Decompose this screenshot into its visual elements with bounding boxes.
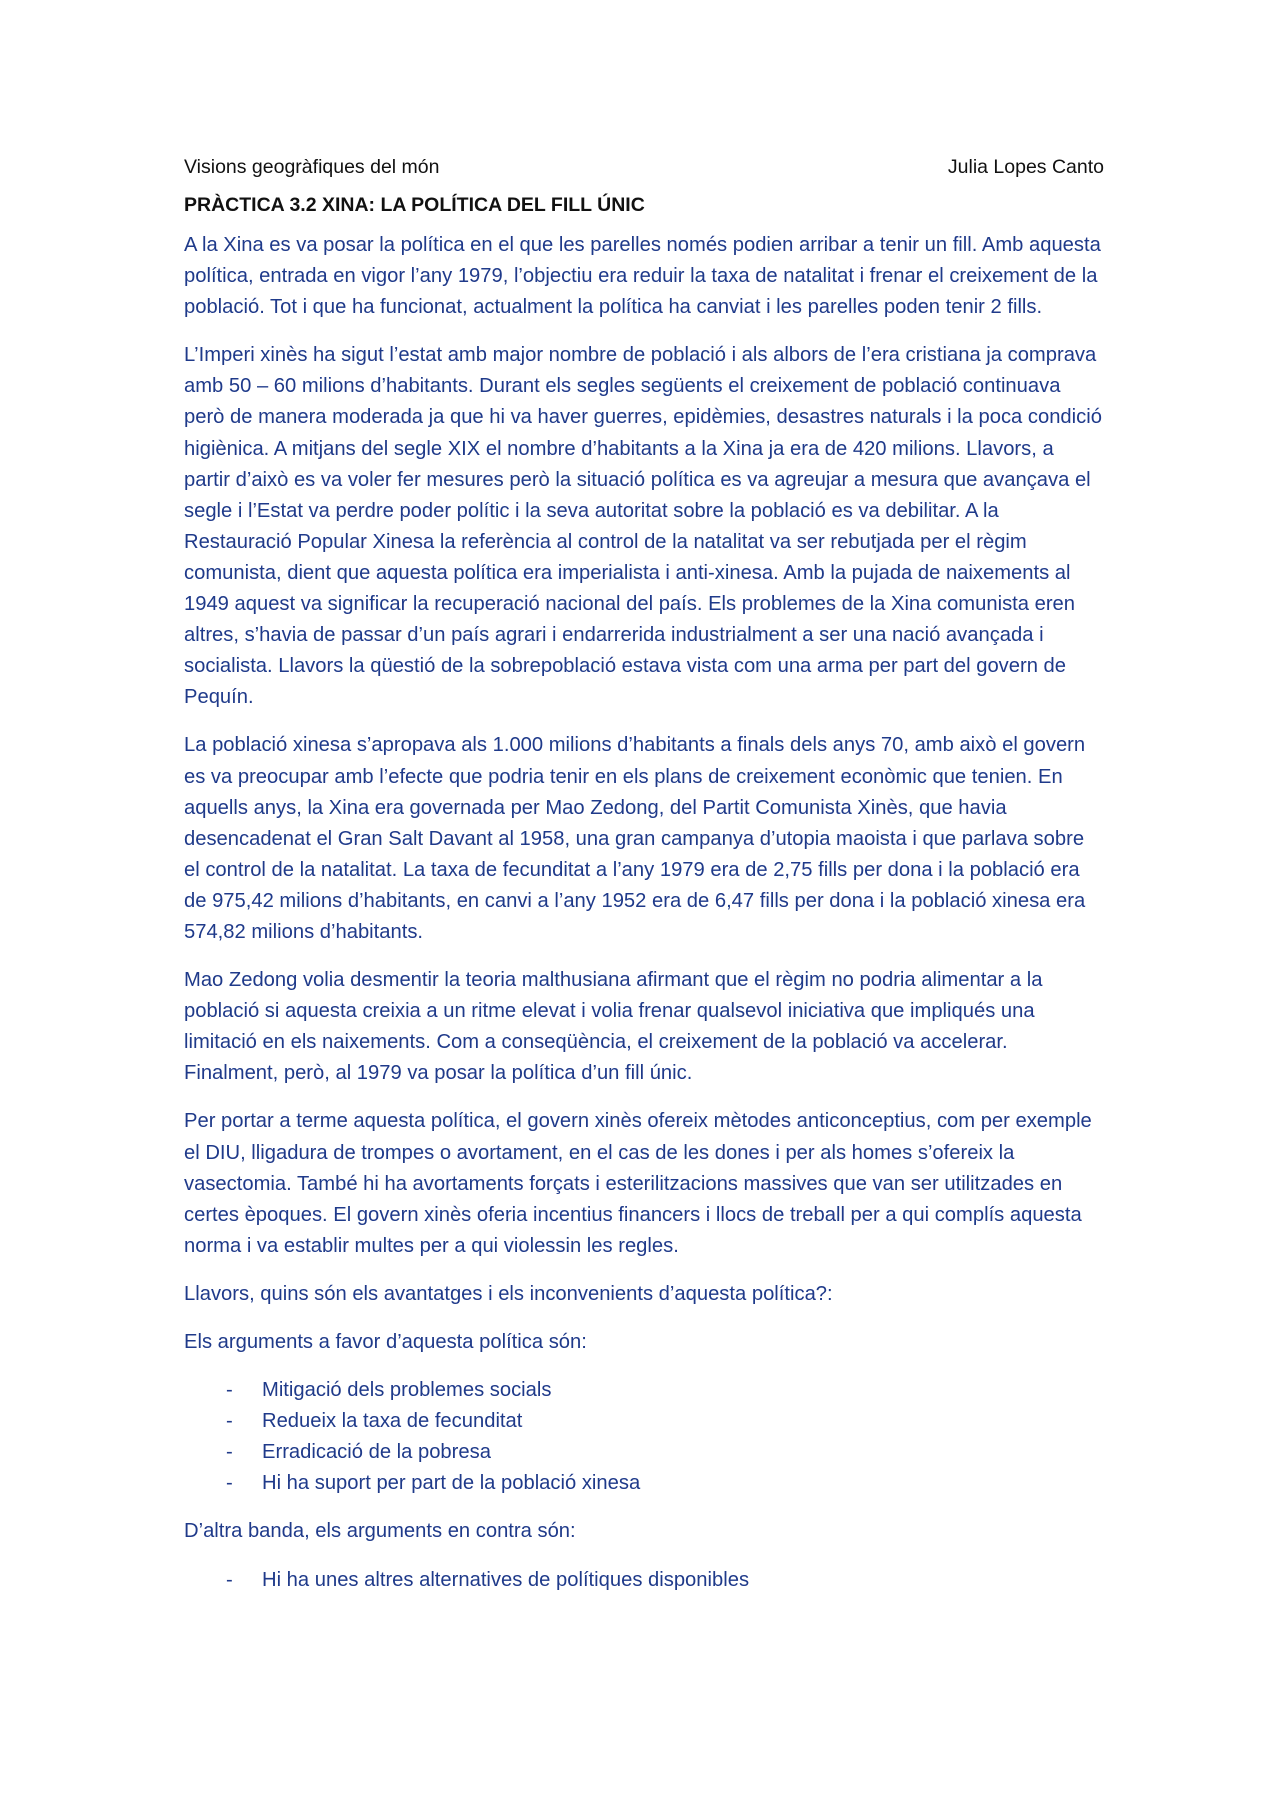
paragraph-favor-intro: Els arguments a favor d’aquesta política són: <box>184 1331 587 1353</box>
list-item <box>184 1565 1104 1596</box>
page-header <box>184 154 1104 180</box>
list-dash: - <box>226 1441 233 1464</box>
list-item-text: Erradicació de la pobresa <box>262 1441 491 1464</box>
against-list <box>184 1565 1104 1596</box>
paragraph-question: Llavors, quins són els avantatges i els inconvenients d’aquesta política?: <box>184 1282 833 1305</box>
list-dash: - <box>226 1472 233 1495</box>
paragraph-methods: Per portar a terme aquesta política, el govern xinès ofereix mètodes anticonceptius, com per exemple el DIU, lligadura de trompes o avortament, en el cas de les dones i per als homes s’ofereix la vasectomia. També hi ha avortaments forçats i esterilitzacions massives que van ser utilitzades en certes èpoques. El govern xinès oferia incentius financers i llocs de treball per a qui complís aquesta norma i va establir multes per a qui violessin les regles. <box>184 1110 1092 1257</box>
paragraph-mao: Mao Zedong volia desmentir la teoria malthusiana afirmant que el règim no podria alimentar a la població si aquesta creixia a un ritme elevat i volia frenar qualsevol iniciativa que impliqués una limitació en els naixements. Com a conseqüència, el creixement de la població va accelerar. Finalment, però, al 1979 va posar la política d’un fill únic. <box>184 969 1043 1085</box>
paragraph-intro: A la Xina es va posar la política en el que les parelles només podien arribar a tenir un fill. Amb aquesta política, entrada en vigor l’any 1979, l’objectiu era reduir la taxa de natalitat i frenar el creixement de la població. Tot i que ha funcionat, actualment la política ha canviat i les parelles poden tenir 2 fills. <box>184 234 1101 319</box>
paragraph-history: L’Imperi xinès ha sigut l’estat amb major nombre de població i als albors de l’era cristiana ja comprava amb 50 – 60 milions d’habitants. Durant els segles següents el creixement de població continuava però de manera moderada ja que hi va haver guerres, epidèmies, desastres naturals i la poca condició higiènica. A mitjans del segle XIX el nombre d’habitants a la Xina ja era de 420 milions. Llavors, a partir d’això es va voler fer mesures però la situació política es va agreujar a mesura que avançava el segle i l’Estat va perdre poder polític i la seva autoritat sobre la població es va debilitar. A la Restauració Popular Xinesa la referència al control de la natalitat va ser rebutjada per el règim comunista, dient que aquesta política era imperialista i anti-xinesa. Amb la pujada de naixements al 1949 aquest va significar la recuperació nacional del país. Els problemes de la Xina comunista eren altres, s’havia de passar d’un país agrari i endarrerida industrialment a ser una nació avançada i socialista. Llavors la qüestió de la sobrepoblació estava vista com una arma per part del govern de Pequín. <box>184 344 1102 709</box>
list-item <box>184 1406 1104 1437</box>
list-item <box>184 1375 1104 1406</box>
paragraph-against-intro: D’altra banda, els arguments en contra són: <box>184 1520 576 1543</box>
list-item-text: Redueix la taxa de fecunditat <box>262 1410 523 1433</box>
list-item-text: Mitigació dels problemes socials <box>262 1379 552 1402</box>
list-dash: - <box>226 1379 233 1402</box>
list-dash: - <box>226 1410 233 1433</box>
list-item-text: Hi ha suport per part de la població xinesa <box>262 1472 641 1495</box>
list-item-text: Hi ha unes altres alternatives de polítiques disponibles <box>262 1568 750 1591</box>
paragraph-population: La població xinesa s’apropava als 1.000 milions d’habitants a finals dels anys 70, amb això el govern es va preocupar amb l’efecte que podria tenir en els plans de creixement econòmic que tenien. En aquells anys, la Xina era governada per Mao Zedong, del Partit Comunista Xinès, que havia desencadenat el Gran Salt Davant al 1958, una gran campanya d’utopia maoista i que parlava sobre el control de la natalitat. La taxa de fecunditat a l’any 1979 era de 2,75 fills per dona i la població era de 975,42 milions d’habitants, en canvi a l’any 1952 era de 6,47 fills per dona i la població xinesa era 574,82 milions d’habitants. <box>184 734 1086 943</box>
list-item <box>184 1468 1104 1499</box>
document-body <box>184 154 1104 1613</box>
header-author: Julia Lopes Canto <box>947 156 1104 178</box>
header-course: Visions geogràfiques del món <box>184 156 440 178</box>
list-dash: - <box>226 1568 233 1591</box>
favor-list <box>184 1375 1104 1499</box>
list-item <box>184 1437 1104 1468</box>
document-title: PRÀCTICA 3.2 XINA: LA POLÍTICA DEL FILL ÚNIC <box>184 194 645 216</box>
